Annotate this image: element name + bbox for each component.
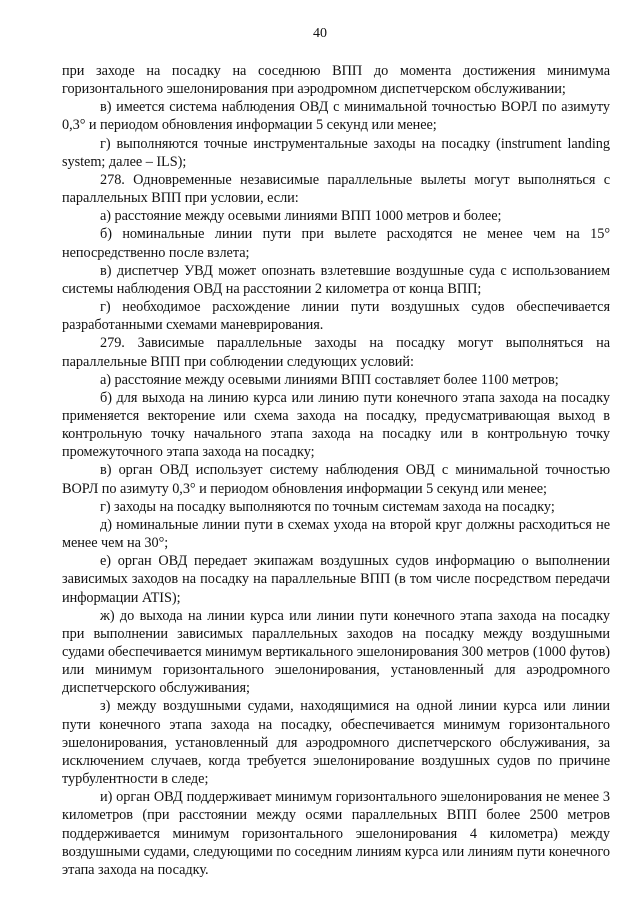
paragraph: д) номинальные линии пути в схемах ухода на второй круг должны расходиться не менее чем на 30°; xyxy=(62,516,610,552)
paragraph: в) орган ОВД использует систему наблюдения ОВД с минимальной точностью ВОРЛ по азимуту 0,3° и периодом обновления информации 5 секунд или менее; xyxy=(62,462,610,497)
paragraph: з) между воздушными судами, находящимися на одной линии курса или линии пути конечного этапа захода на посадку, обеспечивается минимум горизонтального эшелонирования, установленный для аэродромного диспетчерского обслуживания, за исключением случаев, когда требуется эшелонирование воздушных судов по причине турбулентности в следе; xyxy=(62,698,610,788)
paragraph: а) расстояние между осевыми линиями ВПП 1000 метров и более; xyxy=(100,208,502,225)
page-number: 40 xyxy=(313,26,327,41)
paragraph: при заходе на посадку на соседнюю ВПП до момента достижения минимума горизонтального эшелонирования при аэродромном диспетчерском обслуживании; xyxy=(62,63,610,98)
paragraph: б) номинальные линии пути при вылете расходятся не менее чем на 15° непосредственно после взлета; xyxy=(62,226,610,261)
paragraph: б) для выхода на линию курса или линию пути конечного этапа захода на посадку применяется векторение или схема захода на посадку, предусматривающая выход в контрольную точку начального этапа захода на посадку или в контрольную точку промежуточного этапа захода на посадку; xyxy=(62,389,610,461)
document-body xyxy=(62,62,610,879)
paragraph: 278. Одновременные независимые параллельные вылеты могут выполняться с параллельных ВПП при условии, если: xyxy=(62,171,610,207)
paragraph: ж) до выхода на линии курса или линии пути конечного этапа захода на посадку при выполнении зависимых параллельных заходов на посадку между воздушными судами обеспечивается минимум вертикального эшелонирования 300 метров (1000 футов) или минимум горизонтального эшелонирования, установленный для аэродромного диспетчерского обслуживания; xyxy=(62,607,610,697)
paragraph: 279. Зависимые параллельные заходы на посадку могут выполняться на параллельные ВПП при соблюдении следующих условий: xyxy=(62,335,610,370)
paragraph: в) имеется система наблюдения ОВД с минимальной точностью ВОРЛ по азимуту 0,3° и периодом обновления информации 5 секунд или менее; xyxy=(62,99,610,134)
paragraph: е) орган ОВД передает экипажам воздушных судов информацию о выполнении зависимых заходов на посадку на параллельные ВПП (в том числе посредством передачи информации ATIS); xyxy=(62,553,610,606)
paragraph: г) заходы на посадку выполняются по точным системам захода на посадку; xyxy=(100,498,555,515)
paragraph: г) выполняются точные инструментальные заходы на посадку (instrument landing system; далее – ILS); xyxy=(62,135,610,170)
paragraph: в) диспетчер УВД может опознать взлетевшие воздушные суда с использованием системы наблюдения ОВД на расстоянии 2 километра от конца ВПП; xyxy=(62,262,610,297)
paragraph: и) орган ОВД поддерживает минимум горизонтального эшелонирования не менее 3 километров (при расстоянии между осями параллельных ВПП более 2500 метров поддерживается минимум горизонтального эшелонирования 4 километра) между воздушными судами, следующими по соседним линиям курса или линиям пути конечного этапа захода на посадку. xyxy=(62,789,610,878)
paragraph: а) расстояние между осевыми линиями ВПП составляет более 1100 метров; xyxy=(100,371,559,388)
paragraph: г) необходимое расхождение линии пути воздушных судов обеспечивается разработанными схемами маневрирования. xyxy=(62,299,610,334)
